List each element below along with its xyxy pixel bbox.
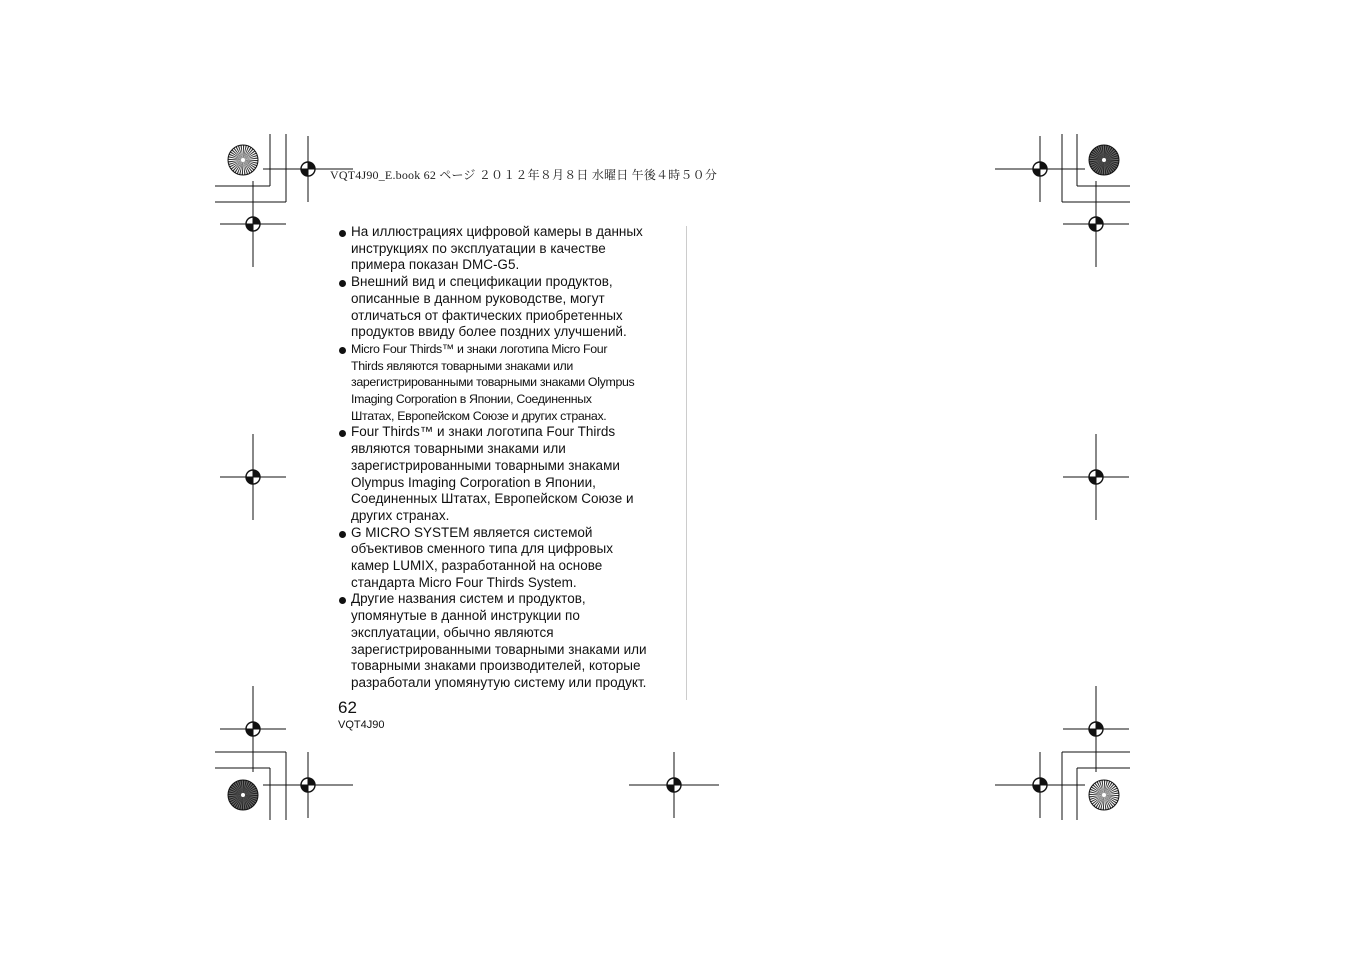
registration-mark-icon [220, 686, 286, 772]
registration-mark-icon [995, 136, 1085, 202]
list-item [338, 341, 684, 425]
list-item-text: G MICRO SYSTEM является системой объективов сменного типа для цифровых камер LUMIX, разработанной на основе стандарта Micro Four Thirds System. [351, 524, 613, 590]
list-item [338, 424, 684, 524]
bullet-icon [339, 597, 346, 604]
list-item-text: Micro Four Thirds™ и знаки логотипа Micro Four Thirds являются товарными знаками или зарегистрированными товарными знаками Olympus Imaging Corporation в Японии, Соединенных Штатах, Европейском Союзе и других странах. [351, 341, 635, 423]
list-item [338, 224, 684, 274]
document-code: VQT4J90 [338, 719, 385, 731]
registration-mark-icon [995, 752, 1085, 818]
column-divider [686, 226, 687, 700]
bullet-icon [339, 347, 346, 354]
star-target-icon [1089, 145, 1119, 175]
bullet-icon [339, 230, 346, 237]
registration-mark-icon [263, 752, 353, 818]
page-number: 62 [338, 698, 357, 717]
list-item-text: Внешний вид и спецификации продуктов, описанные в данном руководстве, могут отличаться от фактических приобретенных продуктов ввиду более поздних улучшений. [351, 274, 627, 340]
registration-mark-icon [1063, 181, 1129, 267]
registration-mark-icon [1063, 434, 1129, 520]
list-item [338, 525, 684, 592]
notes-list [338, 224, 684, 692]
bullet-icon [339, 531, 346, 538]
star-target-icon [228, 145, 258, 175]
star-target-icon [1089, 780, 1119, 810]
print-header-line: VQT4J90_E.book 62 ページ ２０１２年８月８日 水曜日 午後４時５０分 [330, 168, 718, 182]
registration-mark-icon [220, 434, 286, 520]
bullet-icon [339, 280, 346, 287]
list-item [338, 274, 684, 341]
list-item-text: Four Thirds™ и знаки логотипа Four Thirds являются товарными знаками или зарегистрированными товарными знаками Olympus Imaging Corporation в Японии, Соединенных Штатах, Европейском Союзе и других странах. [351, 424, 634, 523]
bullet-icon [339, 430, 346, 437]
list-item-text: Другие названия систем и продуктов, упомянутые в данной инструкции по эксплуатации, обычно являются зарегистрированными товарными знаками или товарными знаками производителей, которые разработали упомянутую систему или продукт. [351, 591, 647, 690]
registration-mark-icon [1063, 686, 1129, 772]
registration-mark-icon [629, 752, 719, 818]
list-item-text: На иллюстрациях цифровой камеры в данных инструкциях по эксплуатации в качестве примера показан DMC-G5. [351, 224, 643, 273]
star-target-icon [228, 780, 258, 810]
list-item [338, 591, 684, 691]
registration-mark-icon [220, 181, 286, 267]
